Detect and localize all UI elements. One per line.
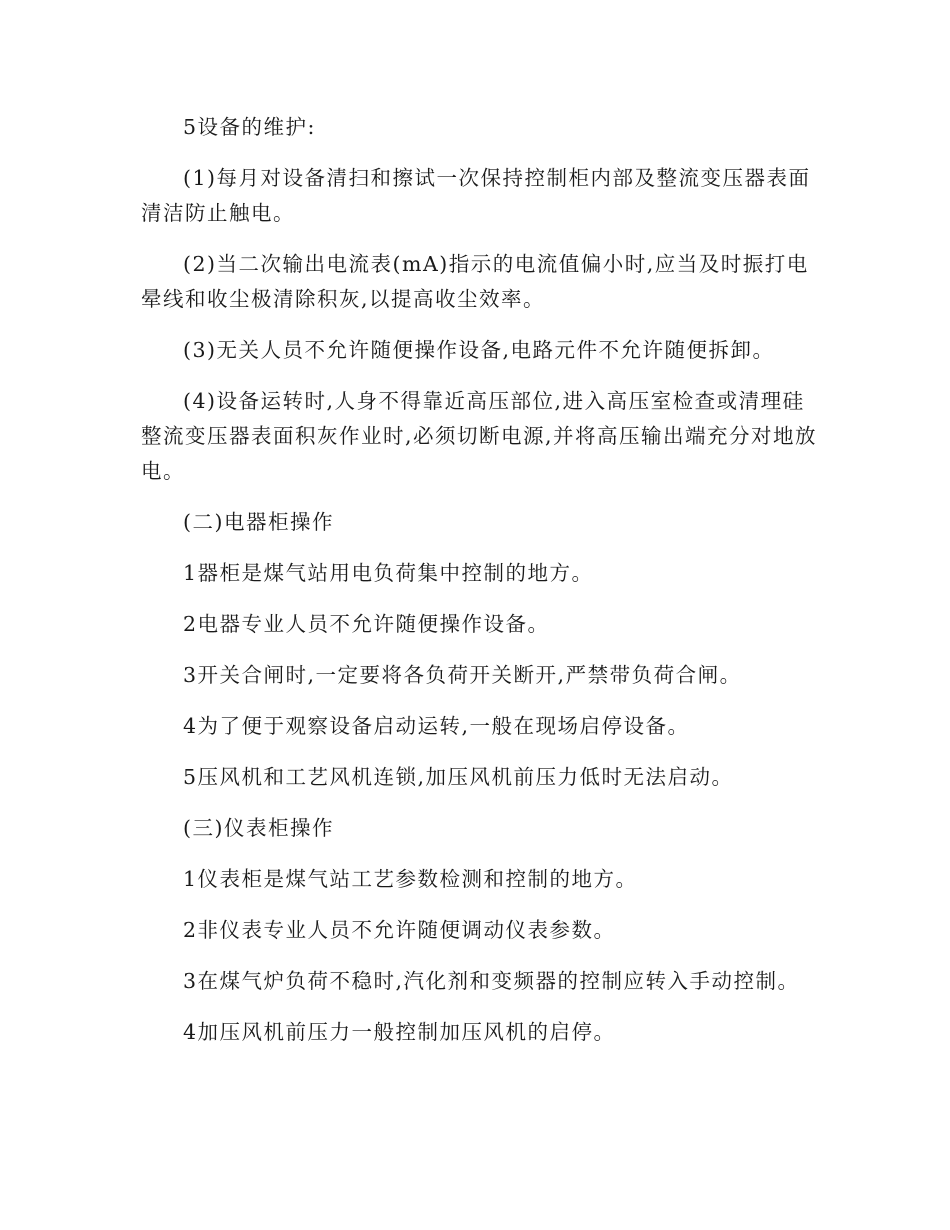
paragraph-electrical-4: 4为了便于观察设备启动运转,一般在现场启停设备。	[183, 714, 690, 738]
paragraph-electrical-3: 3开关合闸时,一定要将各负荷开关断开,严禁带负荷合闸。	[183, 663, 742, 687]
paragraph-instrument-1: 1仪表柜是煤气站工艺参数检测和控制的地方。	[183, 867, 638, 891]
section-heading-instrument-cabinet: (三)仪表柜操作	[183, 816, 334, 840]
paragraph-instrument-4: 4加压风机前压力一般控制加压风机的启停。	[183, 1020, 616, 1044]
paragraph-maintenance-2: (2)当二次输出电流表(mA)指示的电流值偏小时,应当及时振打电晕线和收尘极清除积灰,以提高收尘效率。	[141, 252, 809, 311]
paragraph-maintenance-heading: 5设备的维护:	[183, 115, 316, 139]
paragraph-maintenance-4: (4)设备运转时,人身不得靠近高压部位,进入高压室检查或清理硅整流变压器表面积灰作业时,必须切断电源,并将高压输出端充分对地放电。	[141, 389, 818, 483]
paragraph-electrical-5: 5压风机和工艺风机连锁,加压风机前压力低时无法启动。	[183, 765, 734, 789]
document-body	[141, 110, 821, 1066]
paragraph-maintenance-1: (1)每月对设备清扫和擦试一次保持控制柜内部及整流变压器表面清洁防止触电。	[141, 166, 811, 225]
section-heading-electrical-cabinet: (二)电器柜操作	[183, 510, 334, 534]
paragraph-electrical-1: 1器柜是煤气站用电负荷集中控制的地方。	[183, 561, 594, 585]
paragraph-maintenance-3: (3)无关人员不允许随便操作设备,电路元件不允许随便拆卸。	[183, 338, 775, 362]
paragraph-instrument-3: 3在煤气炉负荷不稳时,汽化剂和变频器的控制应转入手动控制。	[183, 969, 800, 993]
paragraph-instrument-2: 2非仪表专业人员不允许随便调动仪表参数。	[183, 918, 616, 942]
paragraph-electrical-2: 2电器专业人员不允许随便操作设备。	[183, 612, 550, 636]
